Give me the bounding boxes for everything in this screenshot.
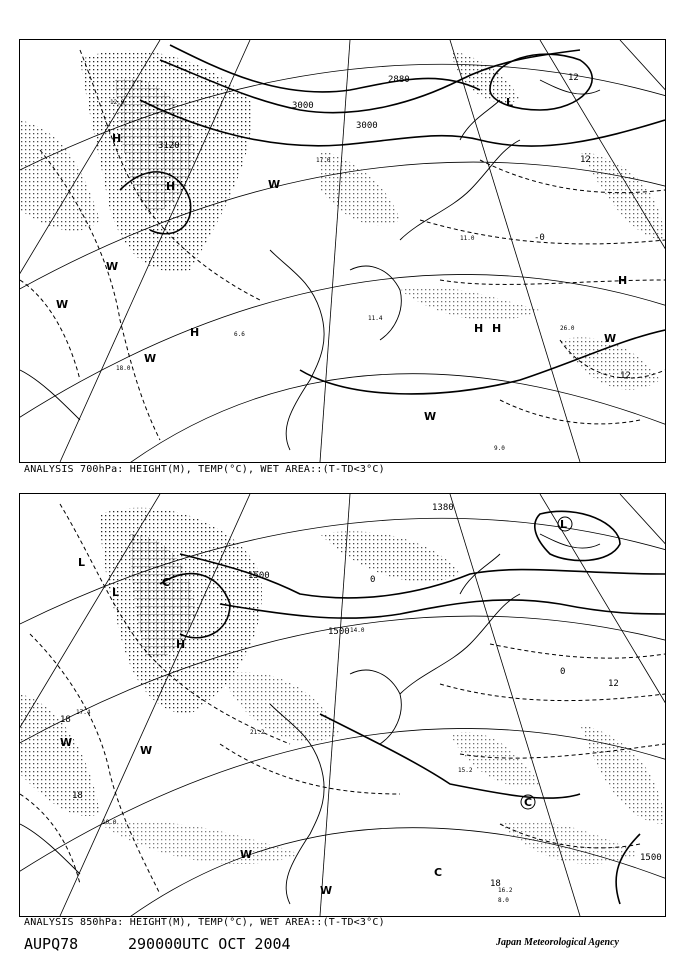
- contour-label: 18: [490, 879, 501, 889]
- contour-label: 0: [370, 575, 376, 585]
- agency-name: Japan Meteorological Agency: [496, 937, 619, 948]
- station-value: 8.0: [498, 897, 509, 904]
- system-mark-w: W: [60, 736, 73, 749]
- station-value: 17.4: [76, 709, 91, 716]
- contour-label: 3000: [292, 101, 314, 111]
- system-mark-h: H: [492, 322, 502, 335]
- contour-label: 12: [568, 73, 579, 83]
- contour-label: 1500: [328, 627, 350, 637]
- station-value: 15.2: [458, 767, 473, 774]
- system-mark-c: C: [524, 796, 533, 809]
- contour-label: 12: [580, 155, 591, 165]
- station-value: 21.2: [250, 729, 265, 736]
- station-value: 12.9: [110, 99, 125, 106]
- contour-label: -0: [534, 233, 545, 243]
- chart-panel-700hpa: [19, 39, 666, 463]
- system-mark-w: W: [106, 260, 119, 273]
- station-value: 10.0: [102, 819, 117, 826]
- station-value: 6.6: [234, 331, 245, 338]
- station-value: 17.0: [316, 157, 331, 164]
- contour-label: 18: [72, 791, 83, 801]
- system-mark-w: W: [240, 848, 253, 861]
- panel-caption-700hpa: ANALYSIS 700hPa: HEIGHT(M), TEMP(°C), WET AREA::(T-TD<3°C): [24, 464, 385, 475]
- system-mark-h: H: [176, 638, 186, 651]
- issue-time: 290000UTC OCT 2004: [128, 935, 291, 953]
- system-mark-w: W: [424, 410, 437, 423]
- system-mark-h: H: [474, 322, 484, 335]
- station-value: 18.0: [116, 365, 131, 372]
- system-mark-h: H: [112, 132, 122, 145]
- station-value: 26.0: [560, 325, 575, 332]
- contour-label: 1380: [432, 503, 454, 513]
- contour-label: 12: [608, 679, 619, 689]
- station-value: 14.0: [350, 627, 365, 634]
- wet-area-shading: [20, 508, 665, 864]
- station-value: 16.2: [498, 887, 513, 894]
- map-700hpa: [20, 40, 665, 462]
- system-mark-c: C: [434, 866, 443, 879]
- panel-caption-850hpa: ANALYSIS 850hPa: HEIGHT(M), TEMP(°C), WET AREA::(T-TD<3°C): [24, 917, 385, 928]
- contour-label: 18: [60, 715, 71, 725]
- station-value: 11.0: [460, 235, 475, 242]
- bulletin-id: AUPQ78: [24, 935, 79, 953]
- system-mark-w: W: [144, 352, 157, 365]
- system-mark-w: W: [268, 178, 281, 191]
- map-850hpa: [20, 494, 665, 916]
- contour-label: 12: [620, 371, 631, 381]
- station-value: 9.0: [494, 445, 505, 452]
- contour-label: 2880: [388, 75, 410, 85]
- contour-label: 1500: [248, 571, 270, 581]
- chart-panel-850hpa: [19, 493, 666, 917]
- system-mark-w: W: [320, 884, 333, 897]
- contour-label: 1500: [640, 853, 662, 863]
- system-mark-h: H: [190, 326, 200, 339]
- contour-label: 3000: [356, 121, 378, 131]
- system-mark-h: H: [618, 274, 628, 287]
- system-mark-w: W: [604, 332, 617, 345]
- system-mark-l: L: [112, 586, 120, 599]
- system-mark-l: L: [78, 556, 86, 569]
- system-mark-l: L: [506, 96, 514, 109]
- station-value: 11.4: [368, 315, 383, 322]
- system-mark-c: C: [162, 576, 171, 589]
- contour-label: 3120: [158, 141, 180, 151]
- system-mark-w: W: [140, 744, 153, 757]
- contour-label: 0: [560, 667, 566, 677]
- system-mark-h: H: [166, 180, 176, 193]
- system-mark-w: W: [56, 298, 69, 311]
- system-mark-l: L: [560, 518, 568, 531]
